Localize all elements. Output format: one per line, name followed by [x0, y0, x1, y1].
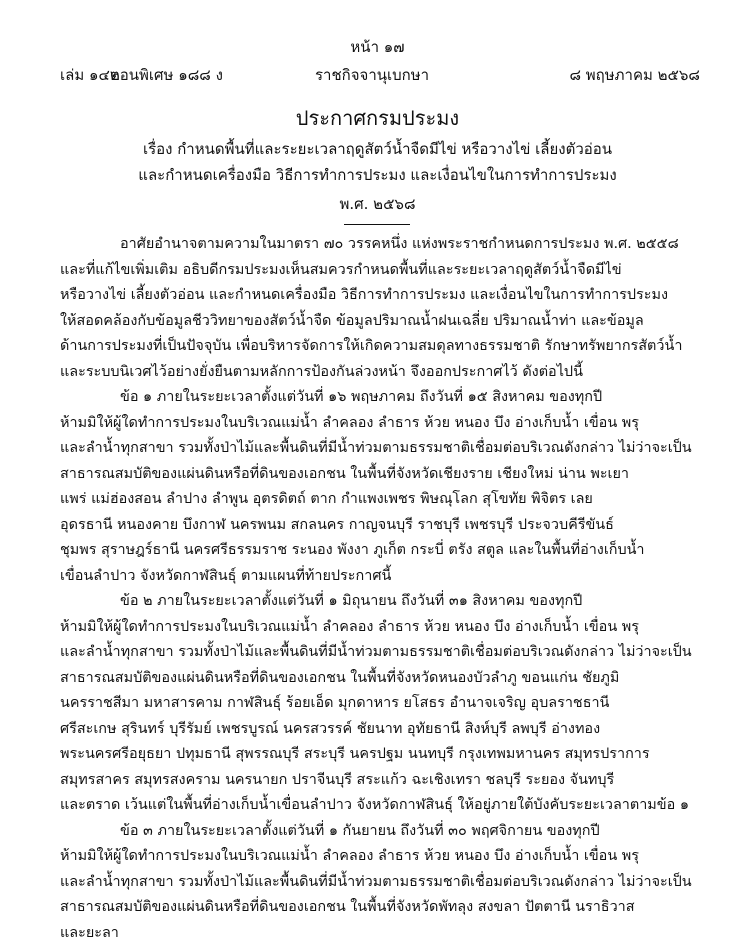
body-line: และลำน้ำทุกสาขา รวมทั้งป่าไม้และพื้นดินที่มีน้ำท่วมตามธรรมชาติเชื่อมต่อบริเวณดังกล่าว ไม่ว่าจะเป็น [60, 436, 706, 462]
body-line: ให้สอดคล้องกับข้อมูลชีววิทยาของสัตว์น้ำจืด ข้อมูลปริมาณน้ำฝนเฉลี่ย ปริมาณน้ำท่า และข้อมูล [60, 309, 706, 335]
body-line: หรือวางไข่ เลี้ยงตัวอ่อน และกำหนดเครื่องมือ วิธีการทำการประมง และเงื่อนไขในการทำการประมง [60, 283, 706, 309]
body-line: และลำน้ำทุกสาขา รวมทั้งป่าไม้และพื้นดินที่มีน้ำท่วมตามธรรมชาติเชื่อมต่อบริเวณดังกล่าว ไม่ว่าจะเป็น [60, 640, 706, 666]
body-line: สมุทรสาคร สมุทรสงคราม นครนายก ปราจีนบุรี สระแก้ว ฉะเชิงเทรา ชลบุรี ระยอง จันทบุรี [60, 768, 706, 794]
body-line: เขื่อนลำปาว จังหวัดกาฬสินธุ์ ตามแผนที่ท้ายประกาศนี้ [60, 564, 706, 590]
body-line: สาธารณสมบัติของแผ่นดินหรือที่ดินของเอกชน ในพื้นที่จังหวัดพัทลุง สงขลา ปัตตานี นราธิวาส [60, 895, 706, 921]
body-line: ห้ามมิให้ผู้ใดทำการประมงในบริเวณแม่น้ำ ลำคลอง ลำธาร ห้วย หนอง บึง อ่างเก็บน้ำ เขื่อน พรุ [60, 844, 706, 870]
body-line: นครราชสีมา มหาสารคาม กาฬสินธุ์ ร้อยเอ็ด มุกดาหาร ยโสธร อำนาจเจริญ อุบลราชธานี [60, 691, 706, 717]
announcement-body [60, 232, 706, 946]
body-line: อุดรธานี หนองคาย บึงกาฬ นครพนม สกลนคร กาญจนบุรี ราชบุรี เพชรบุรี ประจวบคีรีขันธ์ [60, 513, 706, 539]
body-line: ศรีสะเกษ สุรินทร์ บุรีรัมย์ เพชรบูรณ์ นครสวรรค์ ชัยนาท อุทัยธานี สิงห์บุรี ลพบุรี อ่างทอง [60, 717, 706, 743]
body-line: ข้อ ๒ ภายในระยะเวลาตั้งแต่วันที่ ๑ มิถุนายน ถึงวันที่ ๓๑ สิงหาคม ของทุกปี [60, 589, 706, 615]
gazette-name: ราชกิจจานุเบกษา [315, 65, 429, 85]
body-line: อาศัยอำนาจตามความในมาตรา ๗๐ วรรคหนึ่ง แห่งพระราชกำหนดการประมง พ.ศ. ๒๕๕๘ [60, 232, 706, 258]
body-line: ห้ามมิให้ผู้ใดทำการประมงในบริเวณแม่น้ำ ลำคลอง ลำธาร ห้วย หนอง บึง อ่างเก็บน้ำ เขื่อน พรุ [60, 615, 706, 641]
gazette-date: ๘ พฤษภาคม ๒๕๖๘ [569, 65, 700, 85]
body-line: และที่แก้ไขเพิ่มเติม อธิบดีกรมประมงเห็นสมควรกำหนดพื้นที่และระยะเวลาฤดูสัตว์น้ำจืดมีไข่ [60, 258, 706, 284]
body-line: ด้านการประมงที่เป็นปัจจุบัน เพื่อบริหารจัดการให้เกิดความสมดุลทางธรรมชาติ รักษาทรัพยากรสัตว์น้ำ [60, 334, 706, 360]
body-line: และระบบนิเวศไว้อย่างยั่งยืนตามหลักการป้องกันล่วงหน้า จึงออกประกาศไว้ ดังต่อไปนี้ [60, 360, 706, 386]
body-line: และยะลา [60, 921, 706, 946]
body-line: และตราด เว้นแต่ในพื้นที่อ่างเก็บน้ำเขื่อนลำปาว จังหวัดกาฬสินธุ์ ให้อยู่ภายใต้บังคับระยะเวลาตามข้อ ๑ [60, 793, 706, 819]
body-line: สาธารณสมบัติของแผ่นดินหรือที่ดินของเอกชน ในพื้นที่จังหวัดหนองบัวลำภู ขอนแก่น ชัยภูมิ [60, 666, 706, 692]
subject-line: เรื่อง กำหนดพื้นที่และระยะเวลาฤดูสัตว์น้ำจืดมีไข่ หรือวางไข่ เลี้ยงตัวอ่อน [60, 136, 695, 162]
body-line: พระนครศรีอยุธยา ปทุมธานี สุพรรณบุรี สระบุรี นครปฐม นนทบุรี กรุงเทพมหานคร สมุทรปราการ [60, 742, 706, 768]
announcement-year: พ.ศ. ๒๕๖๘ [0, 192, 755, 216]
body-line: ชุมพร สุราษฎร์ธานี นครศรีธรรมราช ระนอง พังงา ภูเก็ต กระบี่ ตรัง สตูล และในพื้นที่อ่างเก็บน้ำ [60, 538, 706, 564]
title-divider [344, 224, 410, 225]
page-number: หน้า ๑๗ [0, 38, 755, 56]
body-line: และลำน้ำทุกสาขา รวมทั้งป่าไม้และพื้นดินที่มีน้ำท่วมตามธรรมชาติเชื่อมต่อบริเวณดังกล่าว ไม่ว่าจะเป็น [60, 870, 706, 896]
body-line: สาธารณสมบัติของแผ่นดินหรือที่ดินของเอกชน ในพื้นที่จังหวัดเชียงราย เชียงใหม่ น่าน พะเยา [60, 462, 706, 488]
gazette-issue: ตอนพิเศษ ๑๘๘ ง [110, 65, 223, 85]
announcement-subject [60, 136, 695, 188]
body-line: ห้ามมิให้ผู้ใดทำการประมงในบริเวณแม่น้ำ ลำคลอง ลำธาร ห้วย หนอง บึง อ่างเก็บน้ำ เขื่อน พรุ [60, 411, 706, 437]
body-line: ข้อ ๑ ภายในระยะเวลาตั้งแต่วันที่ ๑๖ พฤษภาคม ถึงวันที่ ๑๕ สิงหาคม ของทุกปี [60, 385, 706, 411]
gazette-header [60, 65, 700, 85]
body-line: ข้อ ๓ ภายในระยะเวลาตั้งแต่วันที่ ๑ กันยายน ถึงวันที่ ๓๐ พฤศจิกายน ของทุกปี [60, 819, 706, 845]
gazette-volume: เล่ม ๑๔๒ [60, 65, 120, 85]
body-line: แพร่ แม่ฮ่องสอน ลำปาง ลำพูน อุตรดิตถ์ ตาก กำแพงเพชร พิษณุโลก สุโขทัย พิจิตร เลย [60, 487, 706, 513]
subject-line: และกำหนดเครื่องมือ วิธีการทำการประมง และเงื่อนไขในการทำการประมง [60, 162, 695, 188]
announcement-title: ประกาศกรมประมง [0, 105, 755, 131]
